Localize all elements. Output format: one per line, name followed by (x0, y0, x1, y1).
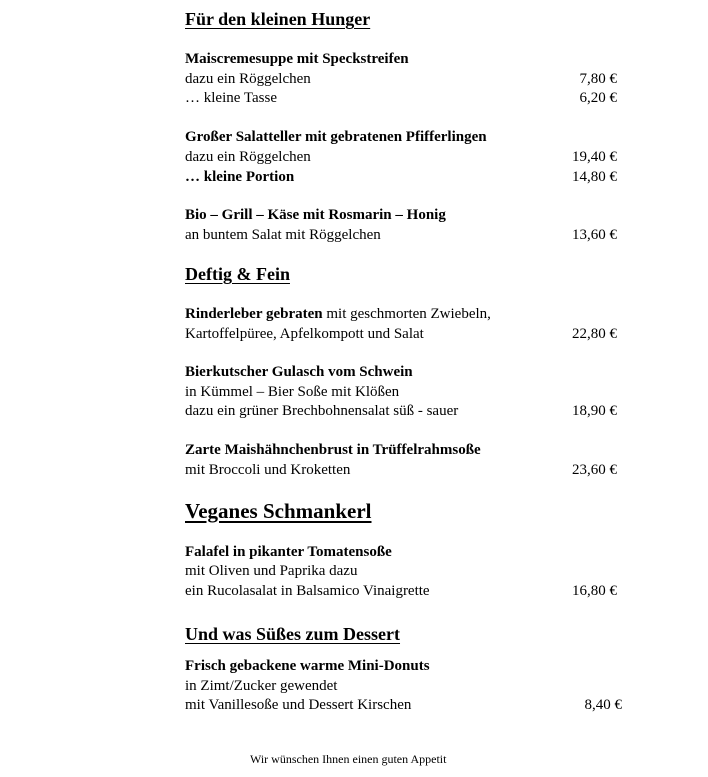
dish-description: dazu ein grüner Brechbohnensalat süß - sauer (185, 403, 459, 419)
dish-description: ein Rucolasalat in Balsamico Vinaigrette (185, 583, 430, 599)
dish-description: mit Oliven und Paprika dazu (185, 563, 358, 579)
dish-description: an buntem Salat mit Röggelchen (185, 227, 381, 243)
dish-price: 6,20 € (579, 90, 617, 106)
dish-title: Maiscremesuppe mit Speckstreifen (185, 51, 409, 67)
dish-title: Großer Salatteller mit gebratenen Pfifferlingen (185, 129, 487, 145)
dish-price: 13,60 € (572, 227, 617, 243)
dish-description: … kleine Tasse (185, 90, 277, 106)
dish-description: in Zimt/Zucker gewendet (185, 678, 338, 694)
section-heading-dessert: Und was Süßes zum Dessert (185, 624, 401, 644)
footer-text: Wir wünschen Ihnen einen guten Appetit (250, 752, 447, 766)
dish-description: dazu ein Röggelchen (185, 71, 311, 87)
dish-price: 22,80 € (572, 326, 617, 342)
dish-description: Kartoffelpüree, Apfelkompott und Salat (185, 326, 424, 342)
dish-title-line (185, 305, 491, 324)
dish-price: 19,40 € (572, 149, 617, 165)
dish-description: mit Vanillesoße und Dessert Kirschen (185, 697, 412, 713)
dish-title-suffix: mit geschmorten Zwiebeln, (322, 306, 491, 322)
dish-title: Bierkutscher Gulasch vom Schwein (185, 364, 413, 380)
dish-title: Bio – Grill – Käse mit Rosmarin – Honig (185, 207, 446, 223)
dish-title: Zarte Maishähnchenbrust in Trüffelrahmsoße (185, 442, 481, 458)
dish-price: 16,80 € (572, 583, 617, 599)
dish-price: 7,80 € (579, 71, 617, 87)
dish-title: Rinderleber gebraten (185, 306, 323, 322)
section-heading-kleiner-hunger: Für den kleinen Hunger (185, 9, 371, 29)
dish-description: dazu ein Röggelchen (185, 149, 311, 165)
dish-description: mit Broccoli und Kroketten (185, 462, 351, 478)
dish-price: 18,90 € (572, 403, 617, 419)
dish-price: 23,60 € (572, 462, 617, 478)
dish-price: 14,80 € (572, 169, 617, 185)
dish-description: … kleine Portion (185, 169, 295, 185)
dish-description: in Kümmel – Bier Soße mit Klößen (185, 384, 400, 400)
dish-title: Falafel in pikanter Tomatensoße (185, 544, 392, 560)
dish-price: 8,40 € (584, 697, 622, 713)
section-heading-deftig-fein: Deftig & Fein (185, 264, 290, 284)
dish-title: Frisch gebackene warme Mini-Donuts (185, 658, 430, 674)
section-heading-veganes-schmankerl: Veganes Schmankerl (185, 499, 372, 523)
